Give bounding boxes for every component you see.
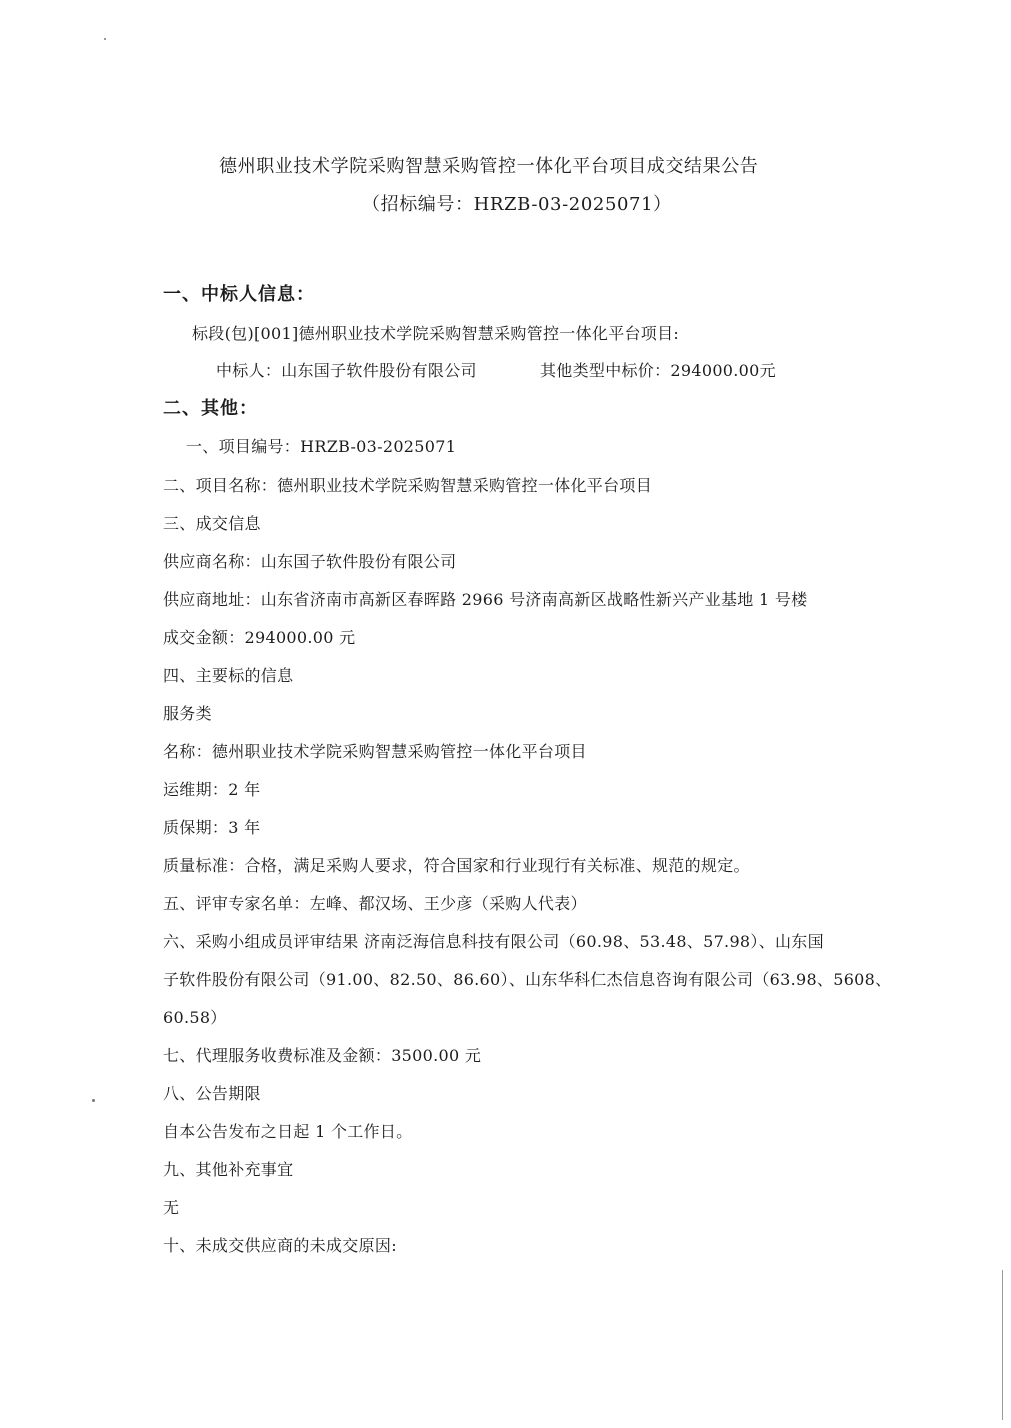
- line-deal-amount: 成交金额：294000.00 元: [163, 628, 356, 647]
- line-notice-period-heading: 八、公告期限: [163, 1084, 261, 1103]
- line-subject-name: 名称：德州职业技术学院采购智慧采购管控一体化平台项目: [163, 742, 587, 761]
- line-maintenance-period: 运维期：2 年: [163, 780, 261, 799]
- line-review-results-2: 子软件股份有限公司（91.00、82.50、86.60）、山东华科仁杰信息咨询有限公司（63.98、5608、: [163, 970, 892, 989]
- line-supplier-name: 供应商名称：山东国子软件股份有限公司: [163, 552, 457, 571]
- line-review-results-3: 60.58）: [163, 1008, 227, 1027]
- bid-number-subtitle: （招标编号：HRZB-03-2025071）: [362, 194, 672, 215]
- line-deal-info-heading: 三、成交信息: [163, 514, 261, 533]
- line-expert-list: 五、评审专家名单：左峰、都汉场、王少彦（采购人代表）: [163, 894, 587, 913]
- line-project-number: 一、项目编号：HRZB-03-2025071: [186, 437, 457, 456]
- line-review-results-1: 六、采购小组成员评审结果 济南泛海信息科技有限公司（60.98、53.48、57.98）、山东国: [163, 932, 824, 951]
- line-unsuccessful-reasons: 十、未成交供应商的未成交原因:: [163, 1236, 397, 1255]
- winner-name: 中标人：山东国子软件股份有限公司: [216, 361, 477, 380]
- lot-line: 标段(包)[001]德州职业技术学院采购智慧采购管控一体化平台项目:: [192, 324, 680, 343]
- line-notice-period: 自本公告发布之日起 1 个工作日。: [163, 1122, 413, 1141]
- line-service-type: 服务类: [163, 704, 212, 723]
- line-warranty-period: 质保期：3 年: [163, 818, 261, 837]
- line-other-matters-heading: 九、其他补充事宜: [163, 1160, 294, 1179]
- line-main-subject-heading: 四、主要标的信息: [163, 666, 294, 685]
- line-agency-fee: 七、代理服务收费标准及金额：3500.00 元: [163, 1046, 482, 1065]
- scan-speck: [92, 1099, 95, 1102]
- section-heading-winner-info: 一、中标人信息：: [163, 284, 315, 305]
- section-heading-other: 二、其他：: [163, 398, 258, 419]
- winning-price: 其他类型中标价：294000.00元: [540, 361, 776, 380]
- page-title: 德州职业技术学院采购智慧采购管控一体化平台项目成交结果公告: [219, 156, 759, 177]
- line-other-matters: 无: [163, 1198, 180, 1217]
- line-project-name: 二、项目名称：德州职业技术学院采购智慧采购管控一体化平台项目: [163, 476, 653, 495]
- line-quality-standard: 质量标准：合格，满足采购人要求，符合国家和行业现行有关标准、规范的规定。: [163, 856, 750, 875]
- line-supplier-address: 供应商地址：山东省济南市高新区春晖路 2966 号济南高新区战略性新兴产业基地 1 号楼: [163, 590, 808, 609]
- scan-speck: [104, 38, 106, 40]
- scan-edge-line: [1002, 1270, 1003, 1420]
